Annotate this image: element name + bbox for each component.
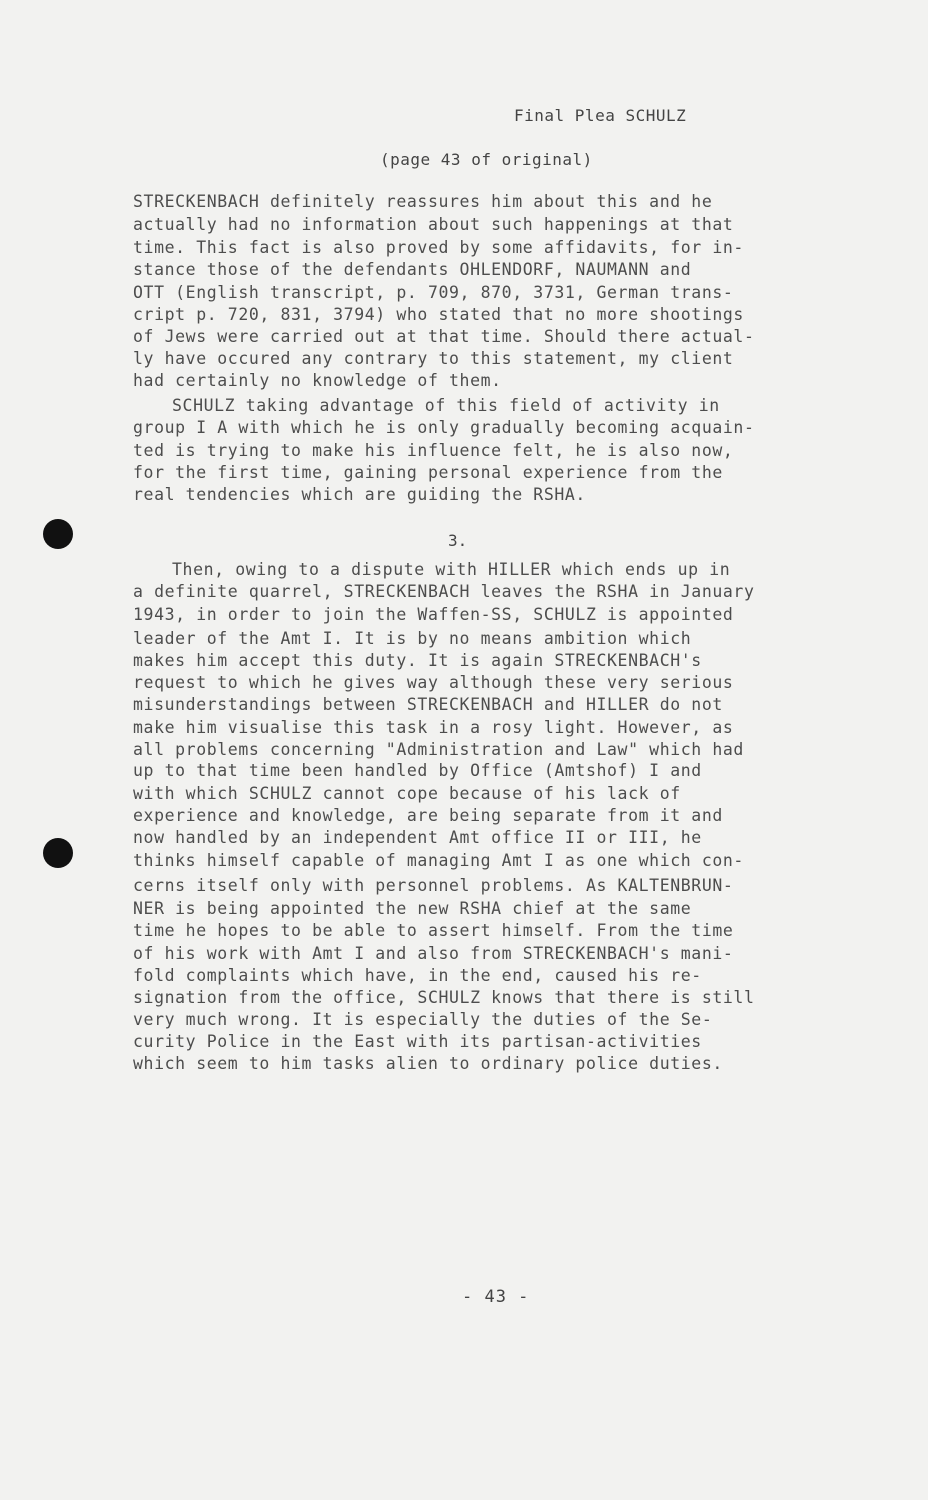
- text-line: cerns itself only with personnel problems. As KALTENBRUN-: [133, 876, 734, 895]
- text-line: stance those of the defendants OHLENDORF, NAUMANN and: [133, 260, 692, 279]
- text-line: curity Police in the East with its partisan-activities: [133, 1032, 702, 1051]
- text-line: had certainly no knowledge of them.: [133, 371, 502, 390]
- text-line: all problems concerning "Administration and Law" which had: [133, 740, 744, 759]
- text-line: STRECKENBACH definitely reassures him about this and he: [133, 192, 713, 211]
- text-line: experience and knowledge, are being separate from it and: [133, 806, 723, 825]
- text-line: with which SCHULZ cannot cope because of his lack of: [133, 784, 681, 803]
- text-line: of Jews were carried out at that time. Should there actual-: [133, 327, 755, 346]
- text-line: for the first time, gaining personal experience from the: [133, 463, 723, 482]
- text-line: NER is being appointed the new RSHA chief at the same: [133, 899, 692, 918]
- text-line: fold complaints which have, in the end, caused his re-: [133, 966, 702, 985]
- text-line: very much wrong. It is especially the duties of the Se-: [133, 1010, 713, 1029]
- text-line: ly have occured any contrary to this statement, my client: [133, 349, 734, 368]
- text-line: make him visualise this task in a rosy light. However, as: [133, 718, 734, 737]
- punch-hole-top: [43, 519, 73, 549]
- text-line: group I A with which he is only gradually becoming acquain-: [133, 418, 755, 437]
- text-line: which seem to him tasks alien to ordinary police duties.: [133, 1054, 723, 1073]
- text-line: leader of the Amt I. It is by no means ambition which: [133, 629, 692, 648]
- text-line: OTT (English transcript, p. 709, 870, 3731, German trans-: [133, 283, 734, 302]
- text-line: ted is trying to make his influence felt, he is also now,: [133, 441, 734, 460]
- text-line: real tendencies which are guiding the RSHA.: [133, 485, 586, 504]
- text-line: signation from the office, SCHULZ knows that there is still: [133, 988, 755, 1007]
- page-number: - 43 -: [462, 1287, 530, 1307]
- text-line: 1943, in order to join the Waffen-SS, SCHULZ is appointed: [133, 605, 734, 624]
- text-line: Then, owing to a dispute with HILLER which ends up in: [172, 560, 731, 579]
- text-line: makes him accept this duty. It is again STRECKENBACH's: [133, 651, 702, 670]
- text-line: of his work with Amt I and also from STRECKENBACH's mani-: [133, 944, 734, 963]
- text-line: a definite quarrel, STRECKENBACH leaves the RSHA in January: [133, 582, 755, 601]
- text-line: thinks himself capable of managing Amt I as one which con-: [133, 851, 744, 870]
- page-reference: (page 43 of original): [380, 150, 593, 169]
- text-line: request to which he gives way although these very serious: [133, 673, 734, 692]
- document-header: Final Plea SCHULZ: [514, 106, 687, 125]
- text-line: time he hopes to be able to assert himself. From the time: [133, 921, 734, 940]
- text-line: SCHULZ taking advantage of this field of activity in: [172, 396, 720, 415]
- text-line: up to that time been handled by Office (Amtshof) I and: [133, 761, 702, 780]
- section-number: 3.: [448, 531, 468, 550]
- text-line: time. This fact is also proved by some affidavits, for in-: [133, 238, 744, 257]
- text-line: cript p. 720, 831, 3794) who stated that no more shootings: [133, 305, 744, 324]
- text-line: misunderstandings between STRECKENBACH and HILLER do not: [133, 695, 723, 714]
- text-line: actually had no information about such happenings at that: [133, 215, 734, 234]
- punch-hole-bottom: [43, 838, 73, 868]
- text-line: now handled by an independent Amt office II or III, he: [133, 828, 702, 847]
